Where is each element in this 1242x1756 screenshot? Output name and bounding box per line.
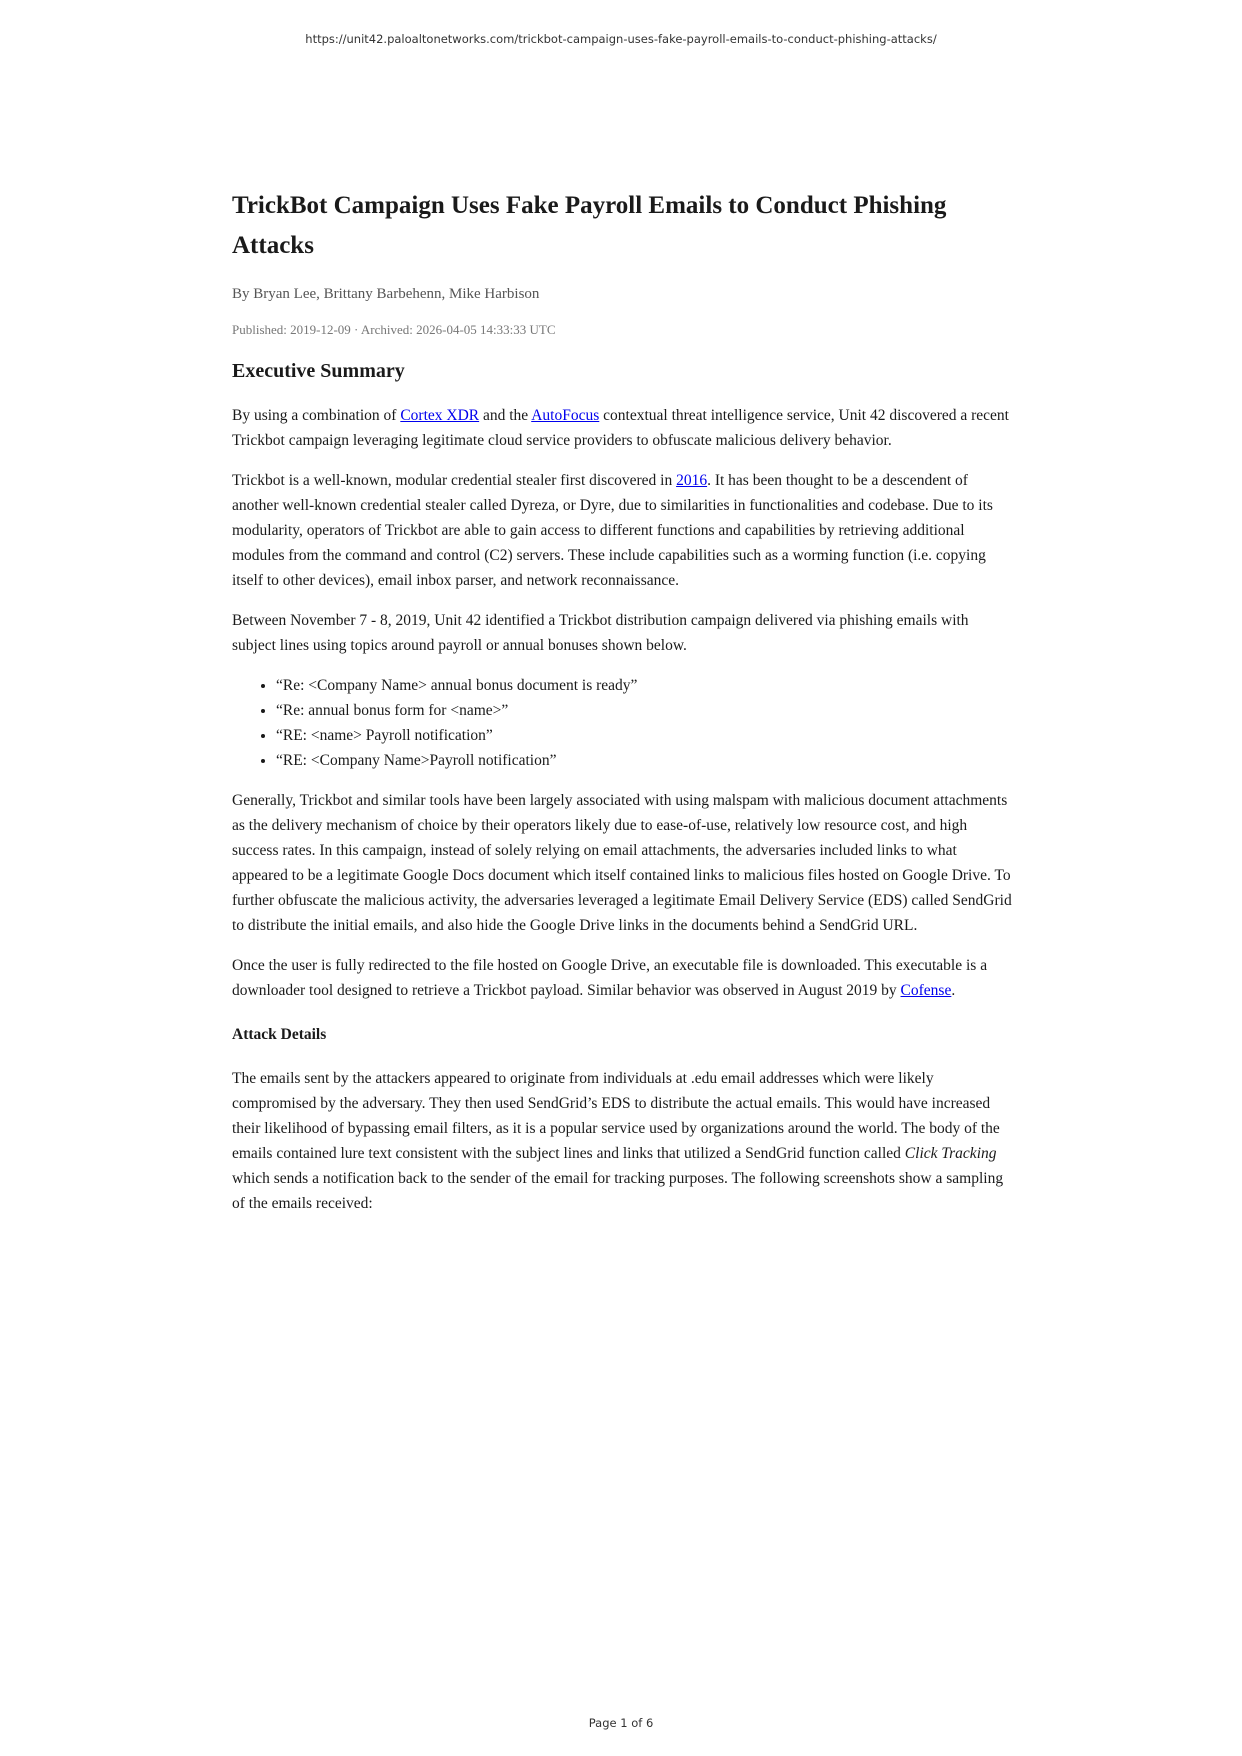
article-title: TrickBot Campaign Uses Fake Payroll Emails to Conduct Phishing Attacks [232,192,947,259]
text: By using a combination of [232,407,401,424]
paragraph-5 [232,953,1012,1003]
page-number: Page 1 of 6 [588,1716,654,1730]
article [232,186,1012,1231]
byline: By Bryan Lee, Brittany Barbehenn, Mike Harbison [232,286,540,302]
list-item: • “RE: <Company Name>Payroll notification” [276,748,1012,773]
paragraph-3: Between November 7 - 8, 2019, Unit 42 identified a Trickbot distribution campaign delivered via phishing emails with subject lines using topics around payroll or annual bonuses shown below. [232,612,969,654]
text: contextual threat intelligence service, Unit 42 discovered a recent Trickbot campaign leveraging legitimate cloud service providers to obfuscate malicious delivery behavior. [232,407,1009,449]
cofense-link[interactable]: Cofense [900,982,952,999]
paragraph-2 [232,468,1012,593]
text: which sends a notification back to the sender of the email for tracking purposes. The following screenshots show a sampling of the emails received: [232,1170,1004,1212]
paragraph-1 [232,403,1012,453]
paragraph-6 [232,1066,1012,1216]
text: . It has been thought to be a descendent of another well-known credential stealer called Dyreza, or Dyre, due to similarities in functionalities and codebase. Due to its modularity, operators of Trickbot are able to gain access to different functions and capabilities by retrieving additional modules from the command and control (C2) servers. These include capabilities such as a worming function (i.e. copying itself to other devices), email inbox parser, and network reconnaissance. [232,472,993,589]
text: Once the user is fully redirected to the file hosted on Google Drive, an executable file is downloaded. This executable is a downloader tool designed to retrieve a Trickbot payload. Similar behavior was observed in August 2019 by [232,957,988,999]
page-url: https://unit42.paloaltonetworks.com/trickbot-campaign-uses-fake-payroll-emails-to-conduct-phishing-attacks/ [305,32,937,46]
list-item: • “RE: <name> Payroll notification” [276,723,1012,748]
autofocus-link[interactable]: AutoFocus [531,407,600,424]
list-item: • “Re: <Company Name> annual bonus document is ready” [276,673,1012,698]
text: . [951,982,956,999]
text: The emails sent by the attackers appeared to originate from individuals at .edu email addresses which were likely compromised by the adversary. They then used SendGrid’s EDS to distribute the actual emails. This would have increased their likelihood of bypassing email filters, as it is a popular service used by organizations around the world. The body of the emails contained lure text consistent with the subject lines and links that utilized a SendGrid function called [232,1070,1000,1162]
cortex-xdr-link[interactable]: Cortex XDR [400,407,480,424]
list-item: • “Re: annual bonus form for <name>” [276,698,1012,723]
text: Trickbot is a well-known, modular credential stealer first discovered in [232,472,677,489]
text: and the [479,407,532,424]
year-2016-link[interactable]: 2016 [676,472,708,489]
emphasis: Click Tracking [904,1145,997,1162]
subject-list [232,673,1012,773]
section-heading: Executive Summary [232,360,405,382]
paragraph-4: Generally, Trickbot and similar tools have been largely associated with using malspam with malicious document attachments as the delivery mechanism of choice by their operators likely due to ease-of-use, relatively low resource cost, and high success rates. In this campaign, instead of solely relying on email attachments, the adversaries included links to what appeared to be a legitimate Google Docs document which itself contained links to malicious files hosted on Google Drive. To further obfuscate the malicious activity, the adversaries leveraged a legitimate Email Delivery Service (EDS) called SendGrid to distribute the initial emails, and also hide the Google Drive links in the documents behind a SendGrid URL. [232,792,1012,934]
publish-dates: Published: 2019-12-09 · Archived: 2026-04-05 14:33:33 UTC [232,322,556,337]
subheading: Attack Details [232,1026,327,1043]
